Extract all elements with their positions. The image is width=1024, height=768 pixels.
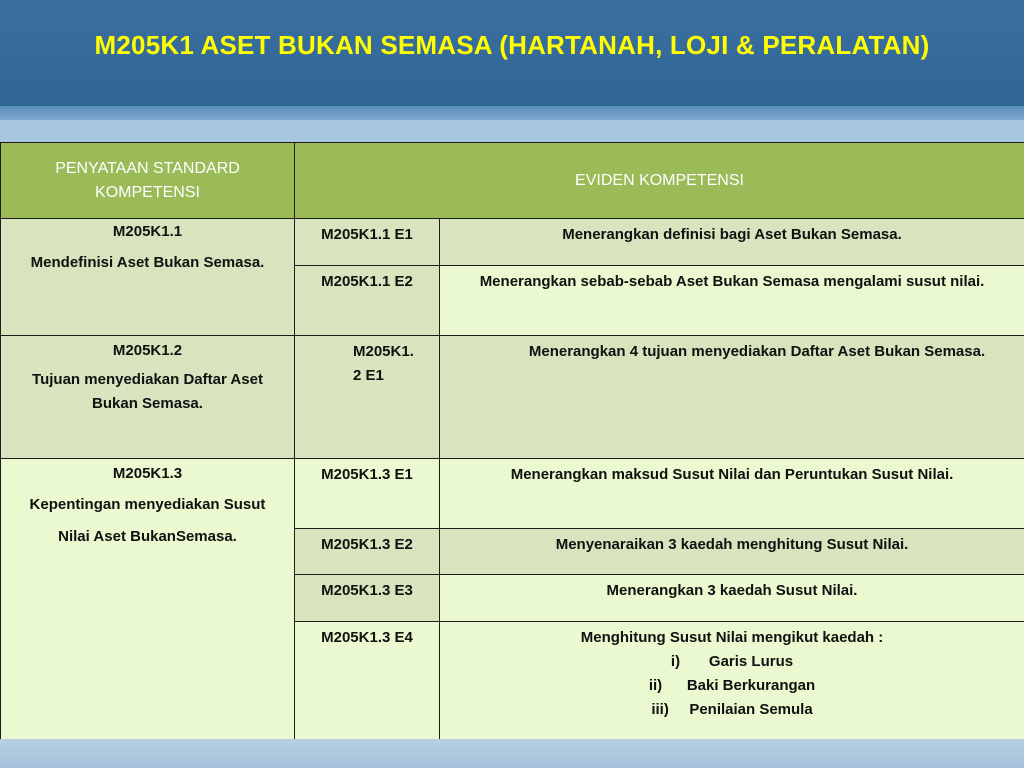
table-header-row <box>1 143 1024 219</box>
evidence-desc <box>440 529 1024 575</box>
evidence-code-text: M205K1.3 E1 <box>321 466 413 483</box>
evidence-code <box>295 622 440 740</box>
list-number: iii) <box>651 701 669 718</box>
method-list-item <box>440 674 1024 698</box>
bottom-band <box>0 739 1024 768</box>
evidence-desc-text: Menerangkan 4 tujuan menyediakan Daftar Aset Bukan Semasa. <box>528 343 986 360</box>
method-list-item <box>440 698 1024 722</box>
header-standard <box>1 143 295 219</box>
evidence-code-text: M205K1. 2 E1 <box>353 343 414 384</box>
header-standard-label: PENYATAAN STANDARD KOMPETENSI <box>55 159 240 201</box>
title-bar-stripe <box>0 106 1024 120</box>
standard-code: M205K1.2 <box>112 342 183 359</box>
table-row <box>1 219 1024 266</box>
list-number: i) <box>670 653 681 670</box>
evidence-desc-text: Menerangkan maksud Susut Nilai dan Peruntukan Susut Nilai. <box>510 466 954 483</box>
evidence-desc <box>440 266 1024 336</box>
evidence-desc-text: Menyenaraikan 3 kaedah menghitung Susut Nilai. <box>555 536 909 553</box>
standard-code: M205K1.3 <box>112 465 183 482</box>
standard-text-line-1: Kepentingan menyediakan Susut <box>29 496 266 513</box>
standard-cell-2 <box>1 336 295 459</box>
title-bar <box>0 0 1024 120</box>
table-row <box>1 459 1024 529</box>
evidence-desc <box>440 575 1024 622</box>
evidence-desc <box>440 622 1024 740</box>
standard-cell-1 <box>1 219 295 336</box>
standard-cell-3 <box>1 459 295 740</box>
standard-text: Mendefinisi Aset Bukan Semasa. <box>30 254 265 271</box>
standard-text-line-2: Nilai Aset BukanSemasa. <box>58 528 237 545</box>
list-text: Baki Berkurangan <box>686 677 816 694</box>
evidence-code <box>295 529 440 575</box>
evidence-code-text: M205K1.1 E2 <box>321 273 413 290</box>
competency-table <box>0 142 1024 740</box>
evidence-code <box>295 459 440 529</box>
standard-code: M205K1.1 <box>112 223 183 240</box>
page-title: M205K1 ASET BUKAN SEMASA (HARTANAH, LOJI & PERALATAN) <box>94 30 930 60</box>
evidence-code <box>295 219 440 266</box>
evidence-code-text: M205K1.3 E2 <box>321 536 413 553</box>
method-list-item <box>440 650 1024 674</box>
evidence-code-text: M205K1.3 E3 <box>321 582 413 599</box>
list-text: Garis Lurus <box>708 653 794 670</box>
header-evidence: EVIDEN KOMPETENSI <box>295 143 1024 219</box>
evidence-desc <box>440 336 1024 459</box>
evidence-desc-text: Menerangkan 3 kaedah Susut Nilai. <box>606 582 858 599</box>
evidence-desc <box>440 459 1024 529</box>
list-number: ii) <box>648 677 663 694</box>
evidence-code <box>295 575 440 622</box>
evidence-desc-text: Menerangkan definisi bagi Aset Bukan Semasa. <box>562 226 902 243</box>
evidence-code <box>295 266 440 336</box>
standard-text: Tujuan menyediakan Daftar Aset Bukan Semasa. <box>32 371 263 412</box>
evidence-desc <box>440 219 1024 266</box>
evidence-desc-text: Menghitung Susut Nilai mengikut kaedah : <box>580 629 884 646</box>
evidence-code-text: M205K1.1 E1 <box>321 226 413 243</box>
evidence-desc-text: Menerangkan sebab-sebab Aset Bukan Semasa mengalami susut nilai. <box>479 273 985 290</box>
list-text: Penilaian Semula <box>689 701 813 718</box>
table-row <box>1 336 1024 459</box>
evidence-code <box>295 336 440 459</box>
evidence-code-text: M205K1.3 E4 <box>321 629 413 646</box>
